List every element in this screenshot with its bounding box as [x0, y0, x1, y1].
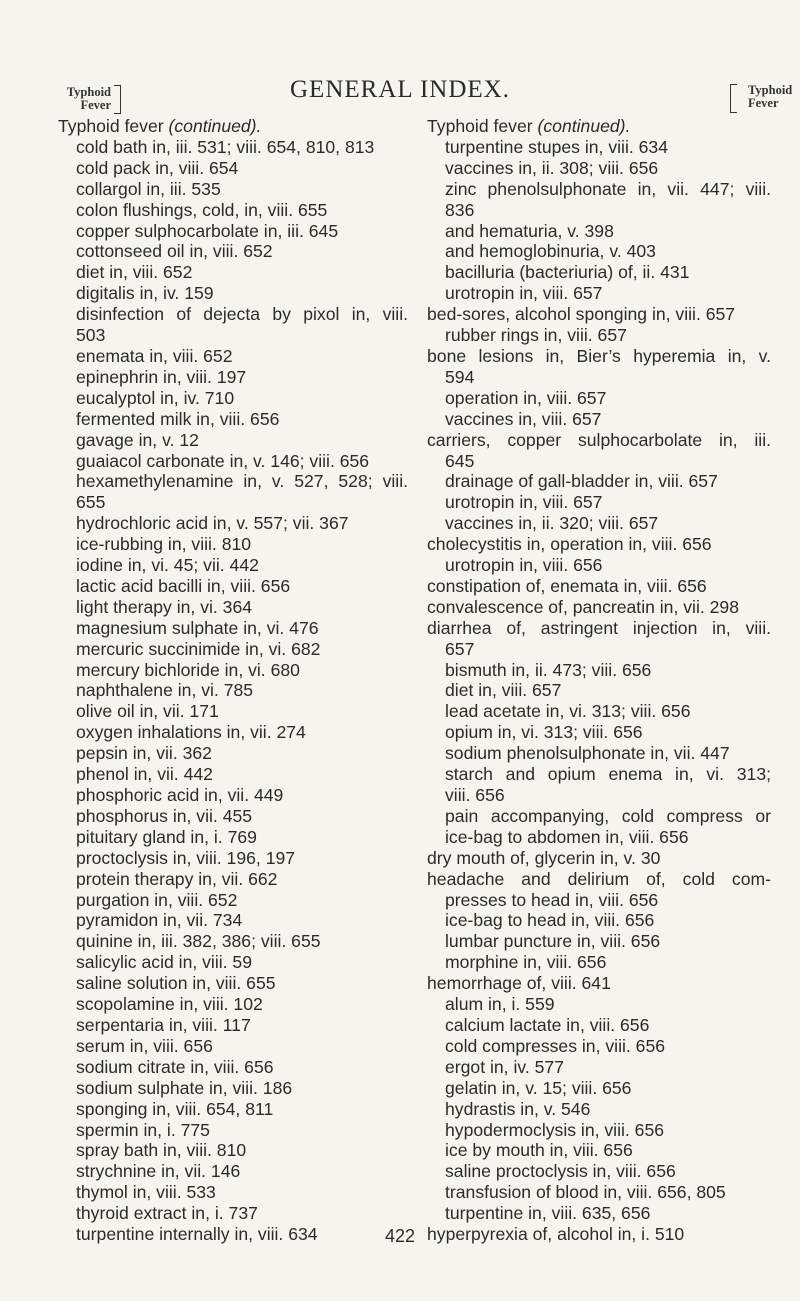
right-index-column — [427, 116, 771, 1245]
index-sub-entry-line: vaccines in, ii. 308; viii. 656 — [445, 157, 659, 178]
index-entry-line: magnesium sulphate in, vi. 476 — [76, 617, 319, 638]
index-sub-entry-line: urotropin in, viii. 657 — [445, 283, 603, 304]
page-header — [0, 0, 800, 110]
index-entry-line: purgation in, viii. 652 — [76, 889, 238, 910]
index-sub-entry-line: urotropin in, viii. 657 — [445, 492, 603, 513]
index-sub-entry-line: starch and opium enema in, vi. 313; — [445, 764, 771, 785]
index-sub-entry-line: transfusion of blood in, viii. 656, 805 — [445, 1182, 726, 1203]
index-sub-entry-line: bismuth in, ii. 473; viii. 656 — [445, 659, 652, 680]
index-entry-line: light therapy in, vi. 364 — [76, 596, 253, 617]
index-entry-line: quinine in, iii. 382, 386; viii. 655 — [76, 931, 321, 952]
index-sub-entry-line: vaccines in, viii. 657 — [445, 408, 602, 429]
index-sub-entry-line: cold compresses in, viii. 656 — [445, 1035, 666, 1056]
index-entry-line: thymol in, viii. 533 — [76, 1182, 216, 1203]
index-sub-entry-line: 836 — [445, 199, 475, 220]
page-number: 422 — [384, 1226, 416, 1246]
index-entry-line: scopolamine in, viii. 102 — [76, 994, 263, 1015]
index-sub-entry-line: hydrastis in, v. 546 — [445, 1098, 591, 1119]
index-entry-line: lactic acid bacilli in, viii. 656 — [76, 575, 291, 596]
index-main-entry-line: presses to head in, viii. 656 — [445, 889, 659, 910]
index-sub-entry-line: pain accompanying, cold compress or — [445, 805, 771, 826]
index-entry-line: phosphoric acid in, vii. 449 — [76, 785, 284, 805]
index-sub-entry-line: vaccines in, ii. 320; viii. 657 — [445, 513, 659, 534]
index-main-entry-line: 594 — [445, 366, 475, 387]
index-main-entry-line: hyperpyrexia of, alcohol in, i. 510 — [427, 1224, 685, 1245]
left-guide-bracket — [114, 85, 121, 114]
index-sub-entry-line: urotropin in, viii. 656 — [445, 555, 603, 576]
right-guide-line-1: Typhoid — [748, 83, 793, 97]
index-entry-line: fermented milk in, viii. 656 — [76, 408, 280, 429]
index-entry-line: pituitary gland in, i. 769 — [76, 826, 257, 847]
index-entry-line: pyramidon in, vii. 734 — [76, 910, 243, 931]
index-entry-line: serum in, viii. 656 — [76, 1035, 213, 1056]
index-entry-line: spray bath in, viii. 810 — [76, 1140, 247, 1161]
index-entry-line: mercury bichloride in, vi. 680 — [76, 659, 300, 680]
index-sub-entry-line: viii. 656 — [445, 785, 505, 805]
index-entry-line: sodium sulphate in, viii. 186 — [76, 1077, 293, 1098]
index-main-entry-line: 645 — [445, 450, 475, 471]
index-entry-line: epinephrin in, viii. 197 — [76, 366, 247, 387]
index-entry-line: colon flushings, cold, in, viii. 655 — [76, 199, 328, 220]
index-main-entry-line: carriers, copper sulphocarbolate in, iii. — [427, 429, 771, 450]
index-entry-line: strychnine in, vii. 146 — [76, 1161, 241, 1182]
index-entry-line: 655 — [76, 492, 106, 513]
index-sub-entry-line: opium in, vi. 313; viii. 656 — [445, 722, 643, 743]
right-guide-line-2: Fever — [748, 96, 779, 110]
heading-term: Typhoid fever — [58, 116, 164, 136]
index-sub-entry-line: turpentine stupes in, viii. 634 — [445, 136, 668, 157]
index-main-entry-line: diarrhea of, astringent injection in, viii. — [427, 617, 771, 638]
index-main-entry-line: convalescence of, pancreatin in, vii. 298 — [427, 596, 739, 617]
index-entry-line: naphthalene in, vi. 785 — [76, 680, 254, 701]
index-entry-line: oxygen inhalations in, vii. 274 — [76, 722, 306, 743]
index-entry-line: hexamethylenamine in, v. 527, 528; viii. — [76, 471, 408, 492]
index-sub-entry-line: morphine in, viii. 656 — [445, 952, 607, 973]
index-main-entry-line: dry mouth of, glycerin in, v. 30 — [427, 847, 661, 868]
index-sub-entry-line: ergot in, iv. 577 — [445, 1056, 564, 1077]
index-entry-line: guaiacol carbonate in, v. 146; viii. 656 — [76, 450, 370, 471]
left-guide-line-1: Typhoid — [66, 85, 111, 99]
index-main-entry-line: bone lesions in, Bier’s hyperemia in, v. — [427, 345, 771, 366]
index-entry-line: cold pack in, viii. 654 — [76, 157, 239, 178]
left-index-column — [58, 116, 408, 1245]
index-sub-entry-line: and hemoglobinuria, v. 403 — [445, 241, 656, 262]
index-entry-line: enemata in, viii. 652 — [76, 345, 233, 366]
index-entry-line: ice-rubbing in, viii. 810 — [76, 534, 252, 555]
index-sub-entry-line: gelatin in, v. 15; viii. 656 — [445, 1077, 632, 1098]
left-column-heading — [58, 116, 408, 137]
heading-continued-note: (continued). — [537, 116, 631, 136]
right-column-heading — [427, 116, 771, 137]
index-entry-line: digitalis in, iv. 159 — [76, 283, 214, 304]
index-sub-entry-line: calcium lactate in, viii. 656 — [445, 1014, 650, 1035]
index-entry-line: copper sulphocarbolate in, iii. 645 — [76, 220, 339, 241]
index-sub-entry-line: operation in, viii. 657 — [445, 387, 607, 408]
index-sub-entry-line: ice-bag to head in, viii. 656 — [445, 910, 655, 931]
index-main-entry-line: constipation of, enemata in, viii. 656 — [427, 575, 707, 596]
index-sub-entry-line: hypodermoclysis in, viii. 656 — [445, 1119, 665, 1140]
index-entry-line: gavage in, v. 12 — [76, 429, 199, 450]
heading-term: Typhoid fever — [427, 116, 533, 136]
index-entry-line: salicylic acid in, viii. 59 — [76, 952, 252, 973]
index-sub-entry-line: lead acetate in, vi. 313; viii. 656 — [445, 701, 691, 722]
right-guide-bracket — [730, 84, 737, 113]
index-sub-entry-line: and hematuria, v. 398 — [445, 220, 614, 241]
index-sub-entry-line: zinc phenolsulphonate in, vii. 447; viii. — [445, 178, 771, 199]
index-sub-entry-line: rubber rings in, viii. 657 — [445, 325, 627, 346]
index-entry-line: diet in, viii. 652 — [76, 262, 193, 283]
index-entry-line: serpentaria in, viii. 117 — [76, 1014, 251, 1035]
index-entry-line: iodine in, vi. 45; vii. 442 — [76, 555, 259, 576]
index-entry-line: 503 — [76, 325, 106, 346]
index-entry-line: protein therapy in, vii. 662 — [76, 868, 278, 889]
right-guide-word — [740, 84, 792, 110]
page-title: GENERAL INDEX. — [290, 76, 510, 103]
index-sub-entry-line: alum in, i. 559 — [445, 994, 555, 1015]
index-main-entry-line: 657 — [445, 638, 475, 659]
index-sub-entry-line: bacilluria (bacteriuria) of, ii. 431 — [445, 262, 690, 283]
left-guide-line-2: Fever — [80, 98, 111, 112]
left-guide-word — [57, 86, 119, 112]
index-entry-line: proctoclysis in, viii. 196, 197 — [76, 847, 296, 868]
index-sub-entry-line: ice-bag to abdomen in, viii. 656 — [445, 826, 689, 847]
index-main-entry-line: bed-sores, alcohol sponging in, viii. 657 — [427, 304, 736, 325]
index-entry-line: sodium citrate in, viii. 656 — [76, 1056, 274, 1077]
index-entry-line: turpentine internally in, viii. 634 — [76, 1224, 318, 1245]
index-entry-line: mercuric succinimide in, vi. 682 — [76, 638, 321, 659]
index-sub-entry-line: lumbar puncture in, viii. 656 — [445, 931, 661, 952]
index-entry-line: phenol in, vii. 442 — [76, 764, 213, 785]
index-entry-line: saline solution in, viii. 655 — [76, 973, 276, 994]
index-sub-entry-line: ice by mouth in, viii. 656 — [445, 1140, 633, 1161]
index-main-entry-line: headache and delirium of, cold com- — [427, 868, 771, 889]
index-sub-entry-line: drainage of gall-bladder in, viii. 657 — [445, 471, 718, 492]
index-entry-line: collargol in, iii. 535 — [76, 178, 221, 199]
index-main-entry-line: cholecystitis in, operation in, viii. 656 — [427, 534, 712, 555]
index-entry-line: cold bath in, iii. 531; viii. 654, 810, 813 — [76, 136, 375, 157]
index-sub-entry-line: diet in, viii. 657 — [445, 680, 562, 701]
index-entry-line: phosphorus in, vii. 455 — [76, 805, 253, 826]
index-entry-line: pepsin in, vii. 362 — [76, 743, 212, 764]
index-entry-line: olive oil in, vii. 171 — [76, 701, 219, 722]
index-sub-entry-line: sodium phenolsulphonate in, vii. 447 — [445, 743, 730, 764]
index-entry-line: sponging in, viii. 654, 811 — [76, 1098, 274, 1119]
index-sub-entry-line: saline proctoclysis in, viii. 656 — [445, 1161, 676, 1182]
index-entry-line: disinfection of dejecta by pixol in, viii. — [76, 304, 408, 325]
index-entry-line: thyroid extract in, i. 737 — [76, 1203, 258, 1224]
index-entry-line: spermin in, i. 775 — [76, 1119, 210, 1140]
index-sub-entry-line: turpentine in, viii. 635, 656 — [445, 1203, 651, 1224]
index-entry-line: eucalyptol in, iv. 710 — [76, 387, 235, 408]
index-entry-line: cottonseed oil in, viii. 652 — [76, 241, 273, 262]
index-main-entry-line: hemorrhage of, viii. 641 — [427, 973, 611, 994]
heading-continued-note: (continued). — [168, 116, 262, 136]
index-entry-line: hydrochloric acid in, v. 557; vii. 367 — [76, 513, 349, 534]
